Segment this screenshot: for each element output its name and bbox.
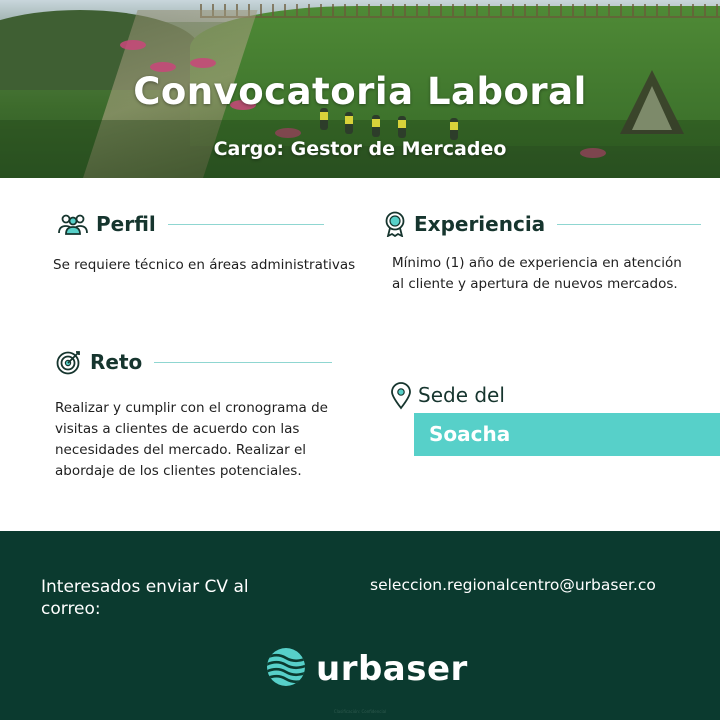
reto-text-line: visitas a clientes de acuerdo con las [55, 421, 300, 437]
perfil-label: Perfil [96, 212, 156, 236]
perfil-heading [58, 212, 324, 236]
cta-line: Interesados enviar CV al [41, 577, 249, 597]
sede-value: Soacha [414, 413, 720, 456]
contact-email[interactable]: seleccion.regionalcentro@urbaser.co [370, 576, 656, 594]
divider [154, 362, 332, 363]
reto-text [55, 398, 355, 482]
footer [0, 531, 720, 720]
divider [168, 224, 324, 225]
map-pin-icon [390, 382, 412, 410]
people-icon [58, 213, 88, 235]
experiencia-text-line: al cliente y apertura de nuevos mercados. [392, 276, 678, 292]
reto-text-line: Realizar y cumplir con el cronograma de [55, 400, 328, 416]
reto-text-line: necesidades del mercado. Realizar el [55, 442, 307, 458]
cta-text [41, 576, 331, 620]
worker-vest [450, 122, 458, 130]
worker-vest [372, 119, 380, 127]
flower-bed [190, 58, 216, 68]
fine-print: Clasificación: Confidencial [333, 709, 387, 714]
worker-vest [320, 112, 328, 120]
sede-label: Sede del [418, 383, 505, 407]
target-icon [56, 349, 82, 375]
brand-name: urbaser [316, 649, 468, 689]
experiencia-label: Experiencia [414, 212, 546, 236]
urbaser-logo-mark-icon [266, 647, 306, 691]
page-title: Convocatoria Laboral [133, 70, 587, 113]
flower-bed [120, 40, 146, 50]
reto-label: Reto [90, 350, 143, 374]
worker-vest [398, 120, 406, 128]
job-position: Cargo: Gestor de Mercadeo [213, 138, 507, 160]
worker-vest [345, 116, 353, 124]
fence [200, 4, 720, 18]
cta-line: correo: [41, 599, 101, 619]
reto-heading [56, 349, 332, 375]
experiencia-heading [384, 211, 701, 237]
urbaser-logo [266, 647, 468, 691]
reto-text-line: abordaje de los clientes potenciales. [55, 463, 302, 479]
experiencia-text-line: Mínimo (1) año de experiencia en atención [392, 255, 682, 271]
divider [557, 224, 701, 225]
experiencia-text [392, 253, 712, 295]
perfil-text: Se requiere técnico en áreas administrativas [53, 257, 356, 273]
award-icon [384, 211, 406, 237]
